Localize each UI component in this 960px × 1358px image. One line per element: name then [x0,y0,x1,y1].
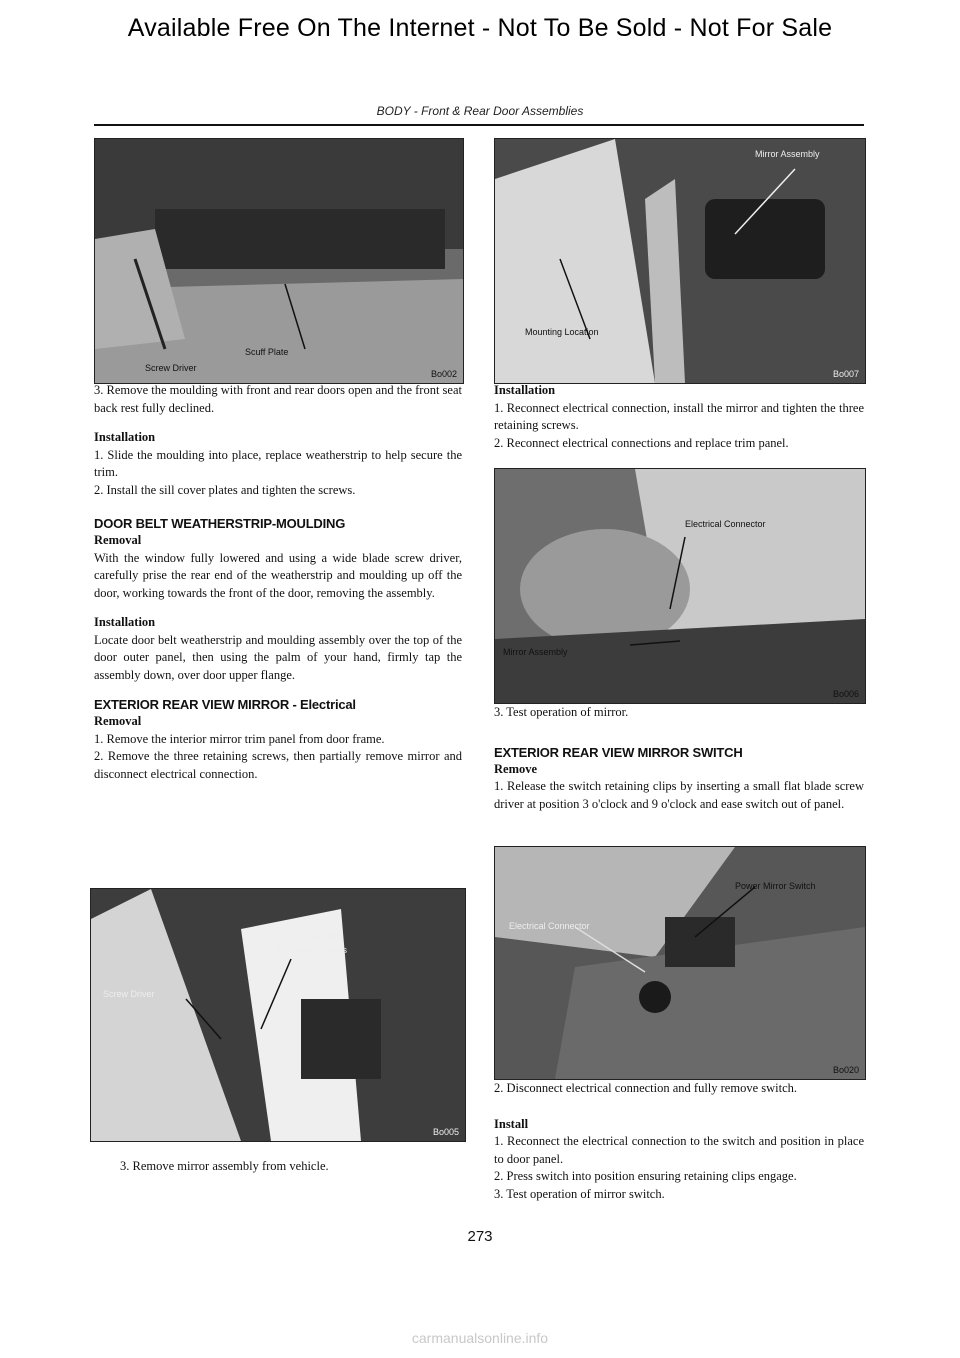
photo-id: Bo007 [832,369,859,379]
photo-label-mirror-assembly: Mirror Assembly [277,931,342,941]
photo-label-scuff-plate: Scuff Plate [245,347,289,357]
paragraph: 2. Install the sill cover plates and tighten the screws. [94,482,356,497]
photo-caption [120,1158,460,1176]
paragraph: 3. Test operation of mirror switch. [494,1186,665,1201]
section-title: EXTERIOR REAR VIEW MIRROR - Electrical [94,697,356,712]
paragraph: 1. Release the switch retaining clips by inserting a small flat blade screw driver at position 3 o'clock and 9 o'clock and ease switch out of panel. [494,779,864,811]
paragraph: With the window fully lowered and using a wide blade screw driver, carefully prise the rear end of the weatherstrip and moulding up off the door, working towards the front of the door, removing the assembly. [94,550,462,600]
photo-label-electrical-connector: Electrical Connector [685,519,766,529]
paragraph: 3. Remove the moulding with front and rear doors open and the front seat back rest fully declined. [94,383,462,415]
header-rule [94,124,864,126]
photo-label-screw-driver: Screw Driver [145,363,197,373]
paragraph: 2. Press switch into position ensuring retaining clips engage. [494,1169,797,1183]
photo-id: Bo005 [432,1127,459,1137]
right-column-install-switch [494,1080,864,1203]
subheading-installation: Installation [94,430,156,444]
photo-label-mirror-assembly: Mirror Assembly [755,149,820,159]
paragraph: 1. Remove the interior mirror trim panel from door frame. [94,731,385,746]
subheading-removal: Removal [94,714,142,728]
subheading-installation: Installation [94,615,156,629]
paragraph: 1. Reconnect electrical connection, install the mirror and tighten the three retaining screws. [494,400,864,432]
subheading-install: Install [494,1116,529,1131]
paragraph: 3. Test operation of mirror. [494,705,629,719]
paragraph: 1. Reconnect the electrical connection to the switch and position in place to door panel. [494,1134,864,1166]
photo-id: Bo002 [430,369,457,379]
subheading-installation: Installation [494,383,556,397]
footer-watermark: carmanualsonline.info [411,1330,549,1346]
paragraph: 1. Slide the moulding into place, replace weatherstrip to help secure the trim. [94,447,462,479]
left-column-text-top [94,382,462,783]
photo-label-power-mirror-switch: Power Mirror Switch [735,881,816,891]
section-title: DOOR BELT WEATHERSTRIP-MOULDING [94,516,346,531]
subheading-removal: Removal [94,533,142,547]
photo-power-mirror-switch [494,846,866,1080]
right-column-install [494,382,864,452]
photo-electrical-connector [494,468,866,704]
photo-label-screw-driver: Screw Driver [103,989,155,999]
paragraph: 2. Disconnect electrical connection and fully remove switch. [494,1081,798,1095]
paragraph: 2. Reconnect electrical connections and replace trim panel. [494,435,789,450]
photo-label-mirror-assembly: Mirror Assembly [503,647,568,657]
caption-text: 3. Remove mirror assembly from vehicle. [120,1159,329,1173]
photo-id: Bo020 [832,1065,859,1075]
banner-text: Available Free On The Internet - Not To Be Sold - Not For Sale [127,14,833,42]
photo-mirror-mounting [494,138,866,384]
photo-label-electrical-connector: Electrical Connector [509,921,590,931]
photo-id: Bo006 [832,689,859,699]
photo-label-mounting-location: Mounting Location [525,327,599,337]
photo-scuff-plate [94,138,464,384]
subheading-remove: Remove [494,761,538,776]
paragraph: 2. Remove the three retaining screws, then partially remove mirror and disconnect electrical connection. [94,749,462,781]
section-title: EXTERIOR REAR VIEW MIRROR SWITCH [494,744,743,760]
photo-label-retaining-screws: Retaining Screws [277,945,348,955]
right-column-switch [494,704,864,813]
page-number: 273 [467,1228,493,1245]
photo-retaining-screws [90,888,466,1142]
page-header: BODY - Front & Rear Door Assemblies [376,104,584,118]
paragraph: Locate door belt weatherstrip and moulding assembly over the top of the door outer panel, then using the palm of your hand, firmly tap the assembly down, over door upper flange. [94,632,462,682]
